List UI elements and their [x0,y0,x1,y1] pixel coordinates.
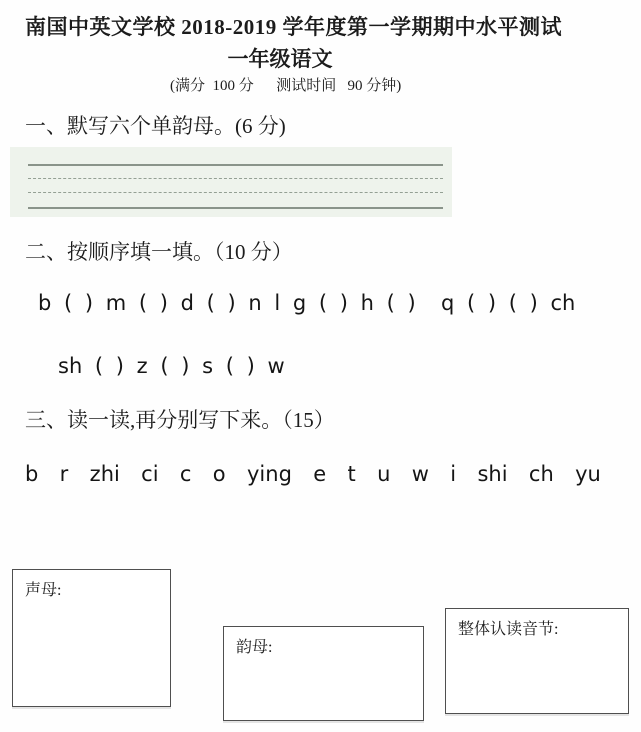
pinyin-writing-grid [10,147,452,217]
answer-box-initials [12,569,171,707]
answer-box-whole-syllables [445,608,629,714]
exam-title: 南国中英文学校 2018-2019 学年度第一学期期中水平测试 [25,15,562,39]
section-one-heading: 一、默写六个单韵母。(6 分) [25,114,286,138]
section-three-heading: 三、读一读,再分别写下来。（15） [25,408,335,432]
pinyin-grid-line-middle-2 [28,192,443,193]
answer-box-whole-syllables-label: 整体认读音节: [458,621,559,638]
pinyin-grid-line-middle-1 [28,178,443,179]
section-two-heading: 二、按顺序填一填。（10 分） [25,240,293,264]
exam-subtitle: 一年级语文 [227,47,333,71]
sequence-fill-line-2: sh ( ) z ( ) s ( ) w [58,354,285,378]
answer-box-initials-label: 声母: [25,582,62,599]
syllable-list: b r zhi ci c o ying e t u w i shi ch yu [25,462,601,486]
sequence-fill-line-1: b ( ) m ( ) d ( ) n l g ( ) h ( ) q ( ) ( ) ch [38,291,576,315]
pinyin-grid-line-bottom [28,207,443,209]
answer-box-finals [223,626,424,721]
pinyin-grid-line-top [28,164,443,166]
exam-score-time-info: (满分 100 分 测试时间 90 分钟) [170,78,402,94]
answer-box-finals-label: 韵母: [236,639,273,656]
